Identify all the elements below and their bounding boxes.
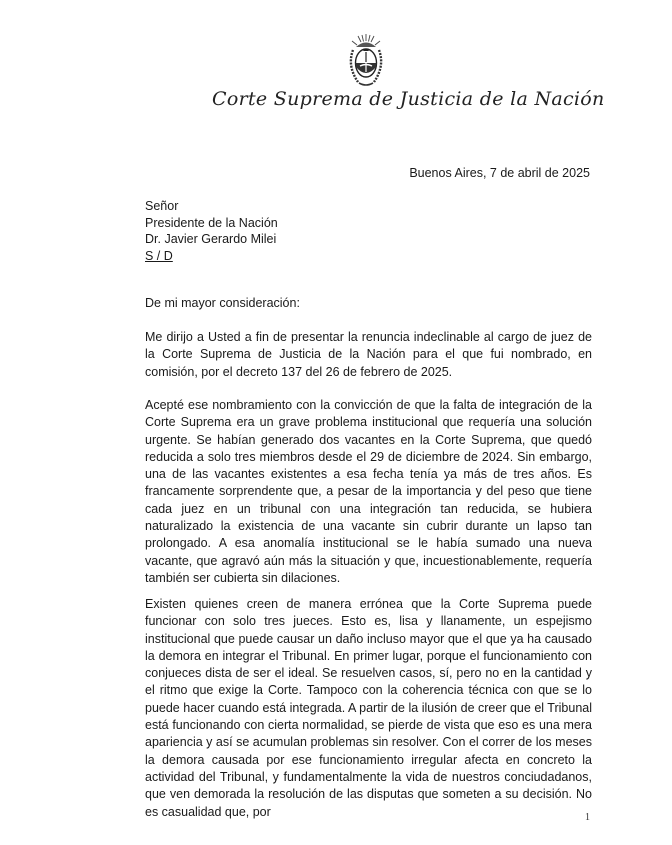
paragraph-appointment: Acepté ese nombramiento con la convicción de que la falta de integración de la Corte Suprema era un grave problema institucional que requería una solución urgente. Se habían generado dos vacantes en la Corte Suprema, que quedó reducida a solo tres miembros desde el 29 de diciembre de 2024. Sin embargo, una de las vacantes existentes a esa fecha tenía ya más de tres años. Es francamente sorprendente que, a pesar de la importancia y del peso que tiene cada juez en un tribunal con una integración tan reducida, se hubiera naturalizado la existencia de una vacante sin cubrir durante un lapso tan prolongado. A esa anomalía institucional se le había sumado una nueva vacante, que agravó aún más la situación y que, incuestionablemente, requería también ser cubierta sin dilaciones. [145,398,592,585]
page-number: 1 [585,812,590,823]
date-line: Buenos Aires, 7 de abril de 2025 [409,166,590,180]
recipient-line-title: Señor [145,199,179,213]
recipient-line-name: Dr. Javier Gerardo Milei [145,232,277,246]
recipient-line-office: Presidente de la Nación [145,215,278,230]
recipient-block [145,198,278,264]
court-name-heading: Corte Suprema de Justicia de la Nación [212,88,605,110]
recipient-line-sd: S / D [145,248,173,263]
paragraph-resignation: Me dirijo a Usted a fin de presentar la renuncia indeclinable al cargo de juez de la Corte Suprema de Justicia de la Nación para el que fui nombrado, en comisión, por el decreto 137 del 26 de febrero de 2025. [145,330,592,379]
paragraph-court-function: Existen quienes creen de manera errónea que la Corte Suprema puede funcionar con solo tres jueces. Esto es, lisa y llanamente, un espejismo institucional que puede causar un daño incluso mayor que el que ya ha causado la demora en integrar el Tribunal. En primer lugar, porque el funcionamiento con conjueces dista de ser el ideal. Se resuelven casos, sí, pero no en la cantidad y el ritmo que exige la Corte. Tampoco con la coherencia técnica con que se lo puede hacer cuando está integrada. A partir de la ilusión de creer que el Tribunal está funcionando con cierta normalidad, se pierde de vista que eso es una mera apariencia y así se acumulan problemas sin resolver. Con el correr de los meses la demora causada por ese funcionamiento irregular afecta en concreto la actividad del Tribunal, y fundamentalmente la vida de nuestros conciudadanos, que ven demorada la resolución de las disputas que someten a su decisión. No es casualidad que, por [145,597,592,819]
salutation: De mi mayor consideración: [145,296,300,310]
